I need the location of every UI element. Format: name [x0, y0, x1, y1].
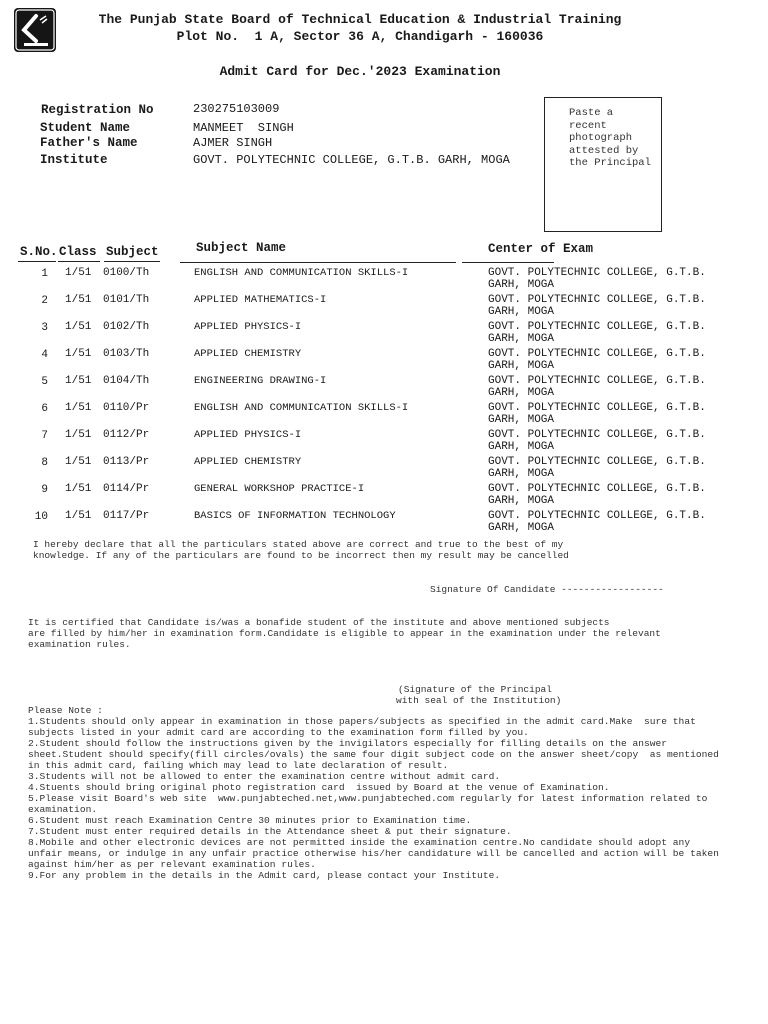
row-center-line1: GOVT. POLYTECHNIC COLLEGE, G.T.B.: [488, 348, 706, 360]
row-subject-name: APPLIED PHYSICS-I: [194, 321, 302, 333]
note-line: 6.Student must reach Examination Centre 30 minutes prior to Examination time.: [28, 815, 472, 826]
row-center-line1: GOVT. POLYTECHNIC COLLEGE, G.T.B.: [488, 294, 706, 306]
student-name-label: Student Name: [40, 121, 131, 135]
board-logo: [14, 8, 56, 52]
row-sno: 10: [34, 511, 48, 523]
row-subject-code: 0100/Th: [103, 267, 150, 279]
row-sno: 2: [41, 295, 48, 307]
row-center-line1: GOVT. POLYTECHNIC COLLEGE, G.T.B.: [488, 429, 706, 441]
header-underline: [462, 262, 554, 263]
registration-label: Registration No: [41, 103, 154, 117]
row-sno: 3: [41, 322, 48, 334]
principal-seal: with seal of the Institution): [396, 695, 562, 706]
student-name-value: MANMEET SINGH: [193, 121, 294, 135]
row-class: 1/51: [65, 483, 92, 495]
row-class: 1/51: [65, 321, 92, 333]
table-row: [0, 293, 768, 320]
photo-line: photograph: [569, 132, 633, 144]
registration-value: 230275103009: [193, 102, 280, 116]
row-center-line1: GOVT. POLYTECHNIC COLLEGE, G.T.B.: [488, 402, 706, 414]
table-row: [0, 428, 768, 455]
header-underline: [180, 262, 456, 263]
row-sno: 9: [41, 484, 48, 496]
table-row: [0, 266, 768, 293]
row-subject-code: 0113/Pr: [103, 456, 150, 468]
admit-card-title: Admit Card for Dec.'2023 Examination: [219, 64, 501, 79]
father-name-value: AJMER SINGH: [193, 136, 273, 150]
row-center-line1: GOVT. POLYTECHNIC COLLEGE, G.T.B.: [488, 510, 706, 522]
photo-line: attested by: [569, 144, 639, 157]
row-subject-code: 0114/Pr: [103, 483, 150, 495]
notes-section: [28, 705, 758, 881]
header-underline: [104, 261, 160, 262]
row-class: 1/51: [65, 375, 92, 387]
note-line: against him/her as per relevant examination rules.: [28, 859, 316, 870]
note-line: 4.Stuents should bring original photo registration card issued by Board at the venue of Examination.: [28, 782, 610, 793]
row-center-line1: GOVT. POLYTECHNIC COLLEGE, G.T.B.: [488, 267, 706, 279]
row-class: 1/51: [65, 429, 92, 441]
table-row: [0, 374, 768, 401]
declaration-line: I hereby declare that all the particulars stated above are correct and true to the best of my: [33, 539, 564, 550]
institute-value: GOVT. POLYTECHNIC COLLEGE, G.T.B. GARH, MOGA: [193, 153, 510, 167]
notes-heading: Please Note :: [28, 705, 103, 716]
row-subject-name: APPLIED CHEMISTRY: [194, 456, 302, 468]
photo-instructions: [569, 107, 664, 170]
certificate-line: examination rules.: [28, 639, 131, 650]
note-line: 5.Please visit Board's web site www.punjabteched.net,www.punjabteched.com regularly for latest information related to: [28, 793, 708, 804]
row-subject-name: APPLIED PHYSICS-I: [194, 429, 302, 441]
row-subject-code: 0102/Th: [103, 321, 150, 333]
photo-line: recent: [569, 119, 607, 132]
note-line: 1.Students should only appear in examination in those papers/subjects as specified in the admit card.Make sure that: [28, 716, 696, 727]
row-center-line2: GARH, MOGA: [488, 468, 555, 480]
row-class: 1/51: [65, 348, 92, 360]
header-sno: S.No.: [20, 245, 58, 259]
header-center: Center of Exam: [488, 242, 594, 256]
row-sno: 4: [41, 349, 48, 361]
header-class: Class: [59, 245, 97, 259]
row-sno: 7: [41, 430, 48, 442]
row-center-line2: GARH, MOGA: [488, 387, 555, 399]
row-subject-name: BASICS OF INFORMATION TECHNOLOGY: [194, 510, 396, 522]
row-center-line1: GOVT. POLYTECHNIC COLLEGE, G.T.B.: [488, 456, 706, 468]
row-center-line2: GARH, MOGA: [488, 441, 555, 453]
row-subject-code: 0110/Pr: [103, 402, 150, 414]
note-line: 8.Mobile and other electronic devices are not permitted inside the examination centre.No candidate should adopt any: [28, 837, 691, 848]
row-class: 1/51: [65, 267, 92, 279]
principal-signature: (Signature of the Principal: [398, 684, 552, 695]
note-line: 3.Students will not be allowed to enter the examination centre without admit card.: [28, 771, 501, 782]
row-sno: 5: [41, 376, 48, 388]
board-logo-icon: [14, 8, 56, 52]
row-subject-name: APPLIED MATHEMATICS-I: [194, 294, 327, 306]
father-name-label: Father's Name: [40, 136, 138, 150]
photo-line: Paste a: [569, 107, 614, 119]
table-row: [0, 347, 768, 374]
row-center-line2: GARH, MOGA: [488, 495, 555, 507]
row-class: 1/51: [65, 456, 92, 468]
row-class: 1/51: [65, 510, 92, 522]
row-subject-code: 0101/Th: [103, 294, 150, 306]
row-center-line2: GARH, MOGA: [488, 333, 555, 345]
row-subject-name: ENGLISH AND COMMUNICATION SKILLS-I: [194, 267, 409, 279]
row-subject-name: ENGLISH AND COMMUNICATION SKILLS-I: [194, 402, 409, 414]
row-sno: 6: [41, 403, 48, 415]
note-line: sheet.Student should specify(fill circles/ovals) the same four digit subject code on the answer sheet/copy as mentioned: [28, 749, 719, 760]
row-center-line2: GARH, MOGA: [488, 306, 555, 318]
row-subject-code: 0104/Th: [103, 375, 150, 387]
row-center-line2: GARH, MOGA: [488, 360, 555, 372]
row-center-line1: GOVT. POLYTECHNIC COLLEGE, G.T.B.: [488, 375, 706, 387]
row-subject-name: ENGINEERING DRAWING-I: [194, 375, 327, 387]
board-address: Plot No. 1 A, Sector 36 A, Chandigarh - 160036: [176, 29, 544, 44]
table-row: [0, 482, 768, 509]
table-row: [0, 455, 768, 482]
row-sno: 8: [41, 457, 48, 469]
row-subject-name: GENERAL WORKSHOP PRACTICE-I: [194, 483, 365, 495]
row-center-line2: GARH, MOGA: [488, 279, 555, 291]
note-line: subjects listed in your admit card are according to the examination form filled by you.: [28, 727, 529, 738]
table-row: [0, 320, 768, 347]
note-line: in this admit card, failing which may lead to late declaration of result.: [28, 760, 449, 771]
declaration-line: knowledge. If any of the particulars are found to be incorrect then my result may be cancelled: [33, 550, 569, 561]
header-underline: [58, 261, 100, 262]
row-subject-name: APPLIED CHEMISTRY: [194, 348, 302, 360]
note-line: examination.: [28, 804, 98, 815]
note-line: 2.Student should follow the instructions given by the invigilators especially for filling details on the answer: [28, 738, 668, 749]
header-subject: Subject: [106, 245, 159, 259]
row-subject-code: 0117/Pr: [103, 510, 150, 522]
row-class: 1/51: [65, 402, 92, 414]
note-line: 9.For any problem in the details in the Admit card, please contact your Institute.: [28, 870, 501, 881]
row-subject-code: 0103/Th: [103, 348, 150, 360]
row-center-line2: GARH, MOGA: [488, 522, 555, 534]
table-row: [0, 401, 768, 428]
row-center-line2: GARH, MOGA: [488, 414, 555, 426]
note-line: unfair means, or indulge in any unfair practice otherwise his/her candidature will be cancelled and action will be taken: [28, 848, 719, 859]
certificate-line: are filled by him/her in examination form.Candidate is eligible to appear in the examination under the relevant: [28, 628, 661, 639]
institute-label: Institute: [40, 153, 108, 167]
board-name: The Punjab State Board of Technical Education & Industrial Training: [98, 12, 622, 27]
table-row: [0, 509, 768, 536]
row-class: 1/51: [65, 294, 92, 306]
row-center-line1: GOVT. POLYTECHNIC COLLEGE, G.T.B.: [488, 483, 706, 495]
row-subject-code: 0112/Pr: [103, 429, 150, 441]
certificate-line: It is certified that Candidate is/was a bonafide student of the institute and above mentioned subjects: [28, 617, 610, 628]
header-subject-name: Subject Name: [196, 241, 287, 255]
row-sno: 1: [41, 268, 48, 280]
photo-line: the Principal: [569, 157, 651, 169]
header-underline: [18, 261, 56, 262]
candidate-signature: Signature Of Candidate ------------------: [430, 584, 664, 595]
note-line: 7.Student must enter required details in the Attendance sheet & put their signature.: [28, 826, 512, 837]
row-center-line1: GOVT. POLYTECHNIC COLLEGE, G.T.B.: [488, 321, 706, 333]
